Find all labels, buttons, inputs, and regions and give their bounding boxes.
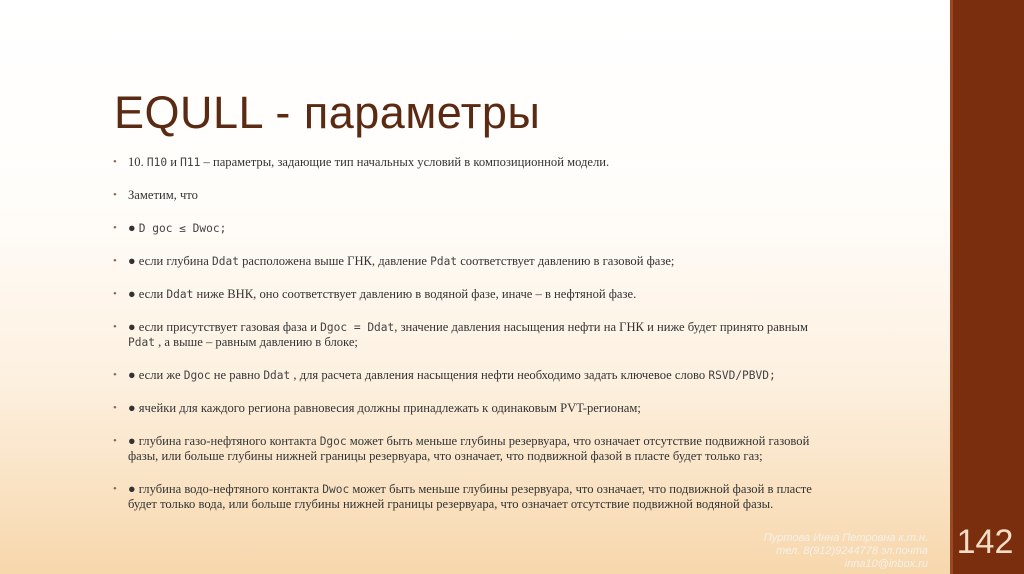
- side-bar: [950, 0, 1024, 574]
- code-term: Ddat: [212, 255, 239, 268]
- bullet-text: ● глубина газо-нефтяного контакта: [128, 434, 320, 448]
- bullet-dot-icon: •: [113, 483, 117, 495]
- code-term: Dwoc: [322, 483, 350, 496]
- bullet-text: , значение давления насыщения нефти на ГНК и ниже будет принято равным: [394, 320, 808, 334]
- bullet-item: [113, 221, 813, 236]
- bullet-dot-icon: •: [113, 288, 117, 300]
- bullet-text: ● если же: [128, 368, 184, 382]
- bullet-dot-icon: •: [113, 402, 117, 414]
- bullet-item: [113, 188, 813, 203]
- bullet-item: [113, 287, 813, 302]
- bullet-text: расположена выше ГНК, давление: [238, 254, 431, 268]
- slide-number: 142: [956, 523, 1014, 561]
- bullet-text: 10.: [128, 155, 147, 169]
- bullet-dot-icon: •: [113, 156, 117, 168]
- bullet-item: [113, 482, 813, 512]
- bullet-text: не равно: [210, 368, 264, 382]
- bullet-item: [113, 434, 813, 464]
- bullet-text: ● ячейки для каждого региона равновесия должны принадлежать к одинаковым PVT-регионам;: [128, 401, 641, 415]
- code-term: Ddat: [166, 288, 194, 301]
- code-term: Dgoc = Ddat: [320, 321, 395, 334]
- bullet-dot-icon: •: [113, 321, 117, 333]
- bullet-text: ниже ВНК, оно соответствует давлению в водяной фазе, иначе – в нефтяной фазе.: [193, 287, 637, 301]
- bullet-dot-icon: •: [113, 435, 117, 447]
- side-bar-edge: [950, 0, 953, 574]
- bullet-text: может быть меньше глубины резервуара, что означает, что подвижной фазой в пласте будет только вода, или больше глубины нижней границы резервуара, что означает отсутствие подвижной водяной фазы.: [128, 482, 812, 511]
- code-term: П11: [180, 156, 201, 169]
- bullet-text: ● глубина водо-нефтяного контакта: [128, 482, 323, 496]
- code-term: П10: [146, 156, 168, 169]
- bullet-dot-icon: •: [113, 222, 117, 234]
- bullet-dot-icon: •: [113, 189, 117, 201]
- bullet-dot-icon: •: [113, 255, 117, 267]
- bullet-item: [113, 368, 813, 383]
- author-name: Пуртова Инна Петровна к.т.н.: [763, 532, 928, 544]
- code-term: Ddat: [263, 369, 291, 382]
- author-info: [764, 532, 928, 571]
- code-term: Dgoc: [319, 435, 347, 448]
- slide-title: EQULL - параметры: [114, 87, 541, 138]
- code-term: Pdat: [430, 255, 458, 268]
- bullet-item: [113, 320, 813, 350]
- bullet-text: ● если присутствует газовая фаза и: [128, 320, 321, 334]
- code-term: Pdat: [128, 336, 155, 349]
- bullet-text: , для расчета давления насыщения нефти необходимо задать ключевое слово: [290, 368, 709, 382]
- bullet-dot-icon: •: [113, 369, 117, 381]
- code-term: D goc ≤ Dwoc;: [138, 222, 227, 235]
- author-email: inna10@inbox.ru: [844, 558, 928, 570]
- bullet-list: [113, 155, 813, 530]
- bullet-item: [113, 254, 813, 269]
- bullet-text: ● если глубина: [128, 254, 212, 268]
- bullet-text: , а выше – равным давлению в блоке;: [154, 335, 358, 349]
- bullet-text: ●: [128, 221, 139, 235]
- code-term: Dgoc: [183, 369, 211, 382]
- bullet-text: Заметим, что: [128, 188, 198, 202]
- bullet-text: – параметры, задающие тип начальных условий в композиционной модели.: [200, 155, 610, 169]
- author-phone: тел. 8(912)9244778 эл.почта: [776, 545, 928, 557]
- code-term: RSVD/PBVD;: [708, 369, 776, 382]
- bullet-text: ● если: [128, 287, 167, 301]
- bullet-text: может быть меньше глубины резервуара, что означает отсутствие подвижной газовой фазы, или больше глубины нижней границы резервуара, что означает, что подвижной фазой в пласте будет только газ;: [128, 434, 810, 463]
- bullet-item: [113, 401, 813, 416]
- bullet-text: соответствует давлению в газовой фазе;: [457, 254, 675, 268]
- bullet-item: [113, 155, 813, 170]
- bullet-text: и: [167, 155, 181, 169]
